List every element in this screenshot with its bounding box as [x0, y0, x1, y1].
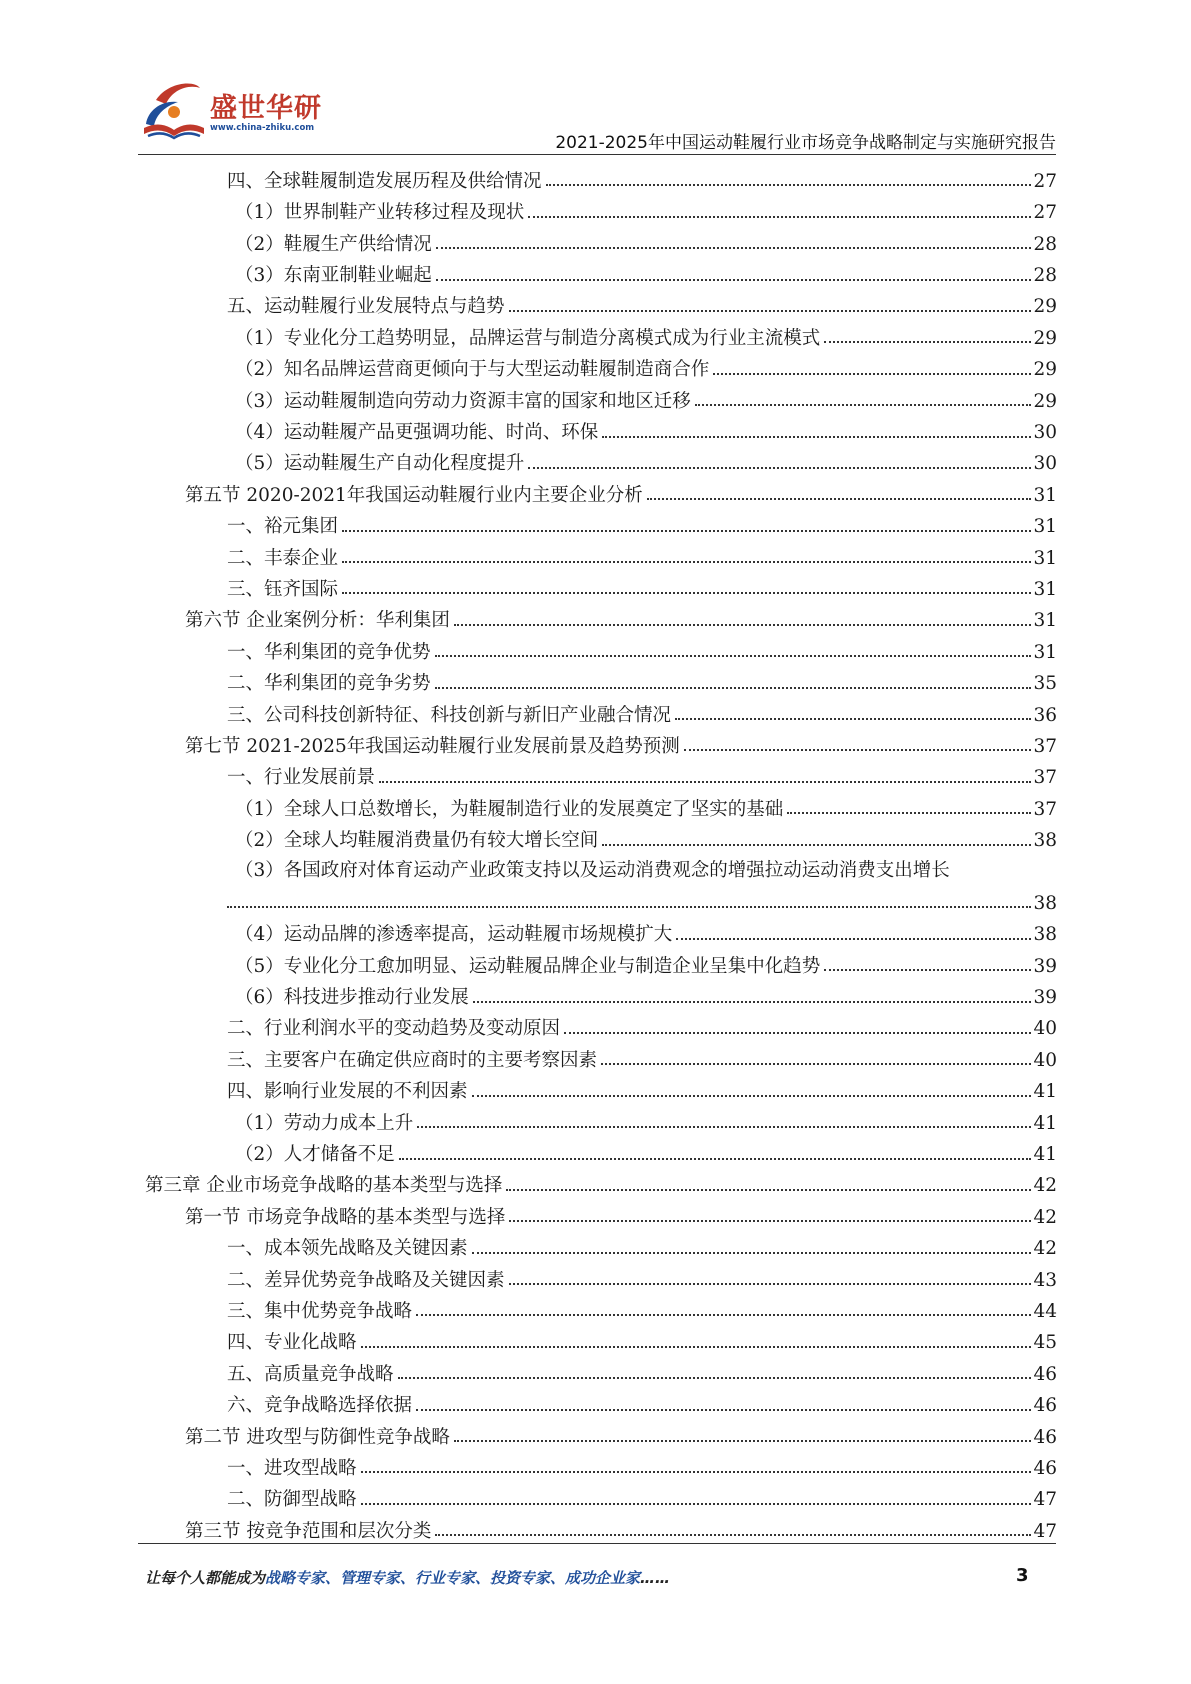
brand-logo — [138, 80, 338, 146]
toc-entry-label: （2）人才储备不足 — [235, 1144, 395, 1165]
toc-entry-page: 31 — [1033, 516, 1057, 538]
toc-leader-dots — [676, 938, 1031, 940]
toc-leader-dots — [675, 718, 1031, 720]
toc-leader-dots — [398, 1377, 1032, 1379]
toc-entry-label: （1）劳动力成本上升 — [235, 1112, 414, 1134]
toc-entry-page: 42 — [1033, 1238, 1057, 1260]
toc-entry-page: 46 — [1033, 1457, 1057, 1479]
toc-entry[interactable] — [145, 1008, 1057, 1039]
toc-entry-page: 28 — [1033, 265, 1057, 287]
toc-leader-dots — [399, 1158, 1032, 1160]
toc-entry-page: 44 — [1033, 1300, 1057, 1322]
toc-entry[interactable] — [145, 1259, 1057, 1290]
toc-entry-page: 29 — [1033, 390, 1057, 412]
toc-leader-dots — [602, 436, 1031, 438]
toc-entry[interactable] — [145, 756, 1057, 787]
toc-entry[interactable] — [145, 694, 1057, 725]
toc-entry-page: 31 — [1033, 484, 1057, 506]
toc-leader-dots — [684, 749, 1032, 751]
toc-entry[interactable] — [145, 223, 1057, 254]
toc-entry[interactable] — [145, 599, 1057, 630]
toc-entry-label: 三、公司科技创新特征、科技创新与新旧产业融合情况 — [227, 704, 672, 726]
toc-leader-dots — [713, 373, 1031, 375]
toc-entry-label: 四、专业化战略 — [227, 1332, 357, 1354]
toc-entry-page: 39 — [1033, 955, 1057, 977]
toc-entry[interactable] — [145, 819, 1057, 850]
toc-entry-page: 29 — [1033, 296, 1057, 318]
footer-slogan — [145, 1567, 670, 1588]
toc-entry-label: 第三节 按竞争范围和层次分类 — [185, 1520, 432, 1542]
toc-entry-page: 42 — [1033, 1206, 1057, 1228]
toc-entry[interactable] — [145, 1039, 1057, 1070]
toc-entry-label: （2）全球人均鞋履消费量仍有较大增长空间 — [235, 830, 599, 852]
toc-leader-dots — [509, 1283, 1032, 1285]
toc-entry-page: 42 — [1033, 1175, 1057, 1197]
toc-entry-label: （4）运动鞋履产品更强调功能、时尚、环保 — [235, 422, 599, 444]
toc-entry-page: 31 — [1033, 641, 1057, 663]
toc-entry[interactable] — [145, 945, 1057, 976]
toc-entry-page: 29 — [1033, 359, 1057, 381]
toc-leader-dots — [473, 1001, 1032, 1003]
toc-entry[interactable] — [145, 1102, 1057, 1133]
toc-leader-dots — [416, 1409, 1031, 1411]
toc-entry-label: （5）专业化分工愈加明显、运动鞋履品牌企业与制造企业呈集中化趋势 — [235, 955, 821, 977]
toc-entry[interactable] — [145, 1353, 1057, 1384]
toc-entry-label: （1）专业化分工趋势明显，品牌运营与制造分离模式成为行业主流模式 — [235, 327, 821, 349]
toc-entry-label: 五、运动鞋履行业发展特点与趋势 — [227, 296, 505, 318]
toc-entry[interactable] — [145, 1196, 1057, 1227]
toc-entry-page: 40 — [1033, 1049, 1057, 1071]
toc-entry-page: 46 — [1033, 1363, 1057, 1385]
toc-leader-dots — [227, 906, 1031, 908]
toc-leader-dots — [787, 812, 1031, 814]
toc-entry-label: （4）运动品牌的渗透率提高，运动鞋履市场规模扩大 — [235, 924, 673, 946]
toc-entry-label: 一、华利集团的竞争优势 — [227, 641, 431, 663]
toc-entry-page: 38 — [1033, 830, 1057, 852]
toc-entry-label: 二、华利集团的竞争劣势 — [227, 673, 431, 695]
toc-entry-page: 38 — [1033, 924, 1057, 946]
toc-leader-dots — [528, 216, 1031, 218]
toc-entry-page: 40 — [1033, 1018, 1057, 1040]
toc-entry[interactable] — [145, 1416, 1057, 1447]
footer-divider — [138, 1543, 1056, 1544]
toc-entry-page: 31 — [1033, 578, 1057, 600]
toc-entry[interactable] — [145, 254, 1057, 285]
toc-entry-label: （3）各国政府对体育运动产业政策支持以及运动消费观念的增强拉动运动消费支出增长 — [235, 859, 950, 881]
toc-entry[interactable] — [145, 976, 1057, 1007]
toc-entry[interactable] — [145, 505, 1057, 536]
toc-entry[interactable] — [145, 1133, 1057, 1164]
toc-entry-label: 第七节 2021-2025年我国运动鞋履行业发展前景及趋势预测 — [185, 735, 680, 757]
toc-entry-label: （5）运动鞋履生产自动化程度提升 — [235, 453, 525, 475]
toc-entry-page: 43 — [1033, 1269, 1057, 1291]
toc-entry-page: 28 — [1033, 233, 1057, 255]
toc-entry[interactable] — [145, 348, 1057, 379]
toc-entry-label: 二、防御型战略 — [227, 1489, 357, 1511]
page-number: 3 — [1016, 1565, 1029, 1586]
toc-leader-dots — [454, 624, 1032, 626]
toc-entry-page: 47 — [1033, 1520, 1057, 1542]
toc-entry[interactable] — [145, 1510, 1057, 1541]
brand-url: www.china-zhiku.com — [210, 123, 315, 133]
toc-entry[interactable] — [145, 1165, 1057, 1196]
toc-leader-dots — [342, 561, 1031, 563]
page-header — [138, 80, 1056, 156]
toc-entry-page: 46 — [1033, 1426, 1057, 1448]
toc-entry-page: 46 — [1033, 1395, 1057, 1417]
toc-entry-label: 四、全球鞋履制造发展历程及供给情况 — [227, 170, 542, 192]
toc-entry[interactable] — [145, 1070, 1057, 1101]
toc-entry-label: 第三章 企业市场竞争战略的基本类型与选择 — [145, 1175, 503, 1197]
toc-leader-dots — [342, 592, 1031, 594]
toc-entry-label: 一、进攻型战略 — [227, 1457, 357, 1479]
toc-leader-dots — [602, 844, 1031, 846]
toc-entry-page: 45 — [1033, 1332, 1057, 1354]
toc-leader-dots — [435, 687, 1032, 689]
toc-entry[interactable] — [145, 380, 1057, 411]
header-divider — [138, 154, 1056, 155]
toc-entry-page: 41 — [1033, 1144, 1057, 1165]
toc-entry-label: （3）运动鞋履制造向劳动力资源丰富的国家和地区迁移 — [235, 390, 691, 412]
toc-leader-dots — [509, 1220, 1031, 1222]
toc-entry-page: 37 — [1033, 735, 1057, 757]
toc-entry-label: 一、行业发展前景 — [227, 767, 376, 789]
toc-leader-dots — [416, 1314, 1031, 1316]
toc-entry[interactable] — [145, 662, 1057, 693]
toc-entry-label: 五、高质量竞争战略 — [227, 1363, 394, 1385]
toc-entry-label: 六、竞争战略选择依据 — [227, 1395, 413, 1417]
toc-leader-dots — [435, 655, 1032, 657]
toc-leader-dots — [601, 1063, 1031, 1065]
toc-entry-label: 第一节 市场竞争战略的基本类型与选择 — [185, 1206, 506, 1228]
toc-entry-page: 47 — [1033, 1489, 1057, 1511]
toc-leader-dots — [454, 1440, 1032, 1442]
toc-leader-dots — [472, 1095, 1032, 1097]
toc-entry-label: （6）科技进步推动行业发展 — [235, 987, 469, 1009]
toc-leader-dots — [647, 498, 1032, 500]
toc-leader-dots — [472, 1252, 1032, 1254]
toc-entry-label: 三、集中优势竞争战略 — [227, 1300, 413, 1322]
book-swoosh-icon — [138, 80, 210, 146]
toc-entry-page: 31 — [1033, 610, 1057, 632]
toc-leader-dots — [361, 1503, 1032, 1505]
toc-entry-page: 35 — [1033, 673, 1057, 695]
toc-entry-label: 第二节 进攻型与防御性竞争战略 — [185, 1426, 450, 1448]
toc-entry[interactable] — [145, 537, 1057, 568]
brand-name: 盛世华研 — [210, 93, 322, 124]
toc-entry-page: 36 — [1033, 704, 1057, 726]
toc-entry-label: 三、主要客户在确定供应商时的主要考察因素 — [227, 1049, 598, 1071]
toc-leader-dots — [436, 279, 1032, 281]
toc-entry-label: 四、影响行业发展的不利因素 — [227, 1081, 468, 1103]
toc-entry[interactable] — [145, 1384, 1057, 1415]
toc-entry[interactable] — [145, 160, 1057, 191]
toc-entry-page: 27 — [1033, 170, 1057, 192]
toc-entry-label: 一、成本领先战略及关键因素 — [227, 1238, 468, 1260]
toc-entry[interactable] — [145, 1290, 1057, 1321]
toc-entry-page: 41 — [1033, 1081, 1057, 1103]
toc-entry-page: 27 — [1033, 202, 1057, 224]
toc-leader-dots — [342, 530, 1031, 532]
toc-entry[interactable] — [145, 788, 1057, 819]
toc-entry-label: 一、裕元集团 — [227, 516, 339, 538]
toc-entry-page: 37 — [1033, 767, 1057, 789]
toc-leader-dots — [436, 247, 1032, 249]
toc-leader-dots — [546, 184, 1032, 186]
toc-entry-page: 41 — [1033, 1112, 1057, 1134]
toc-entry[interactable] — [145, 631, 1057, 662]
toc-entry-page: 30 — [1033, 422, 1057, 444]
toc-leader-dots — [528, 467, 1031, 469]
toc-entry[interactable] — [145, 411, 1057, 442]
toc-entry[interactable] — [145, 317, 1057, 348]
toc-leader-dots — [361, 1346, 1032, 1348]
toc-entry[interactable] — [145, 568, 1057, 599]
toc-leader-dots — [361, 1471, 1032, 1473]
toc-entry[interactable] — [145, 474, 1057, 505]
toc-entry-page: 39 — [1033, 987, 1057, 1009]
toc-entry-page: 30 — [1033, 453, 1057, 475]
toc-entry-page: 29 — [1033, 327, 1057, 349]
footer-slogan-accent: 战略专家、管理专家、行业专家、投资专家、成功企业家 — [265, 1569, 641, 1587]
toc-entry-label: （1）全球人口总数增长，为鞋履制造行业的发展奠定了坚实的基础 — [235, 798, 784, 820]
toc-entry[interactable] — [145, 191, 1057, 222]
toc-leader-dots — [379, 781, 1031, 783]
toc-entry-label: 第六节 企业案例分析：华利集团 — [185, 610, 450, 632]
footer-slogan-lead: 让每个人都能成为 — [145, 1569, 266, 1587]
footer-slogan-tail: …… — [640, 1569, 671, 1587]
toc-entry-page: 37 — [1033, 798, 1057, 820]
toc-entry-page: 31 — [1033, 547, 1057, 569]
toc-entry[interactable] — [145, 851, 1057, 882]
toc-entry-page: 38 — [1033, 892, 1057, 914]
toc-leader-dots — [417, 1126, 1031, 1128]
toc-entry-label: 第五节 2020-2021年我国运动鞋履行业内主要企业分析 — [185, 484, 643, 506]
toc-leader-dots — [564, 1032, 1031, 1034]
table-of-contents — [145, 160, 1057, 1541]
toc-leader-dots — [506, 1189, 1031, 1191]
toc-leader-dots — [824, 341, 1031, 343]
toc-entry-label: 三、钰齐国际 — [227, 578, 339, 600]
toc-entry[interactable] — [145, 1227, 1057, 1258]
toc-entry-label: 二、行业利润水平的变动趋势及变动原因 — [227, 1018, 561, 1040]
toc-entry-label: 二、丰泰企业 — [227, 547, 339, 569]
toc-entry-label: （2）知名品牌运营商更倾向于与大型运动鞋履制造商合作 — [235, 359, 710, 381]
toc-entry[interactable] — [145, 1478, 1057, 1509]
toc-entry[interactable] — [145, 286, 1057, 317]
toc-entry[interactable] — [145, 1447, 1057, 1478]
toc-entry[interactable] — [145, 1321, 1057, 1352]
toc-entry-label: （2）鞋履生产供给情况 — [235, 233, 432, 255]
toc-entry[interactable] — [145, 913, 1057, 944]
toc-entry-label: （1）世界制鞋产业转移过程及现状 — [235, 202, 525, 224]
toc-leader-dots — [435, 1534, 1031, 1536]
toc-entry[interactable] — [145, 443, 1057, 474]
toc-leader-dots — [824, 969, 1031, 971]
report-title: 2021-2025年中国运动鞋履行业市场竞争战略制定与实施研究报告 — [555, 133, 1056, 153]
toc-entry-continuation[interactable] — [145, 882, 1057, 913]
toc-leader-dots — [695, 404, 1032, 406]
toc-entry[interactable] — [145, 725, 1057, 756]
toc-entry-label: （3）东南亚制鞋业崛起 — [235, 265, 432, 287]
toc-entry-label: 二、差异优势竞争战略及关键因素 — [227, 1269, 505, 1291]
toc-leader-dots — [509, 310, 1032, 312]
